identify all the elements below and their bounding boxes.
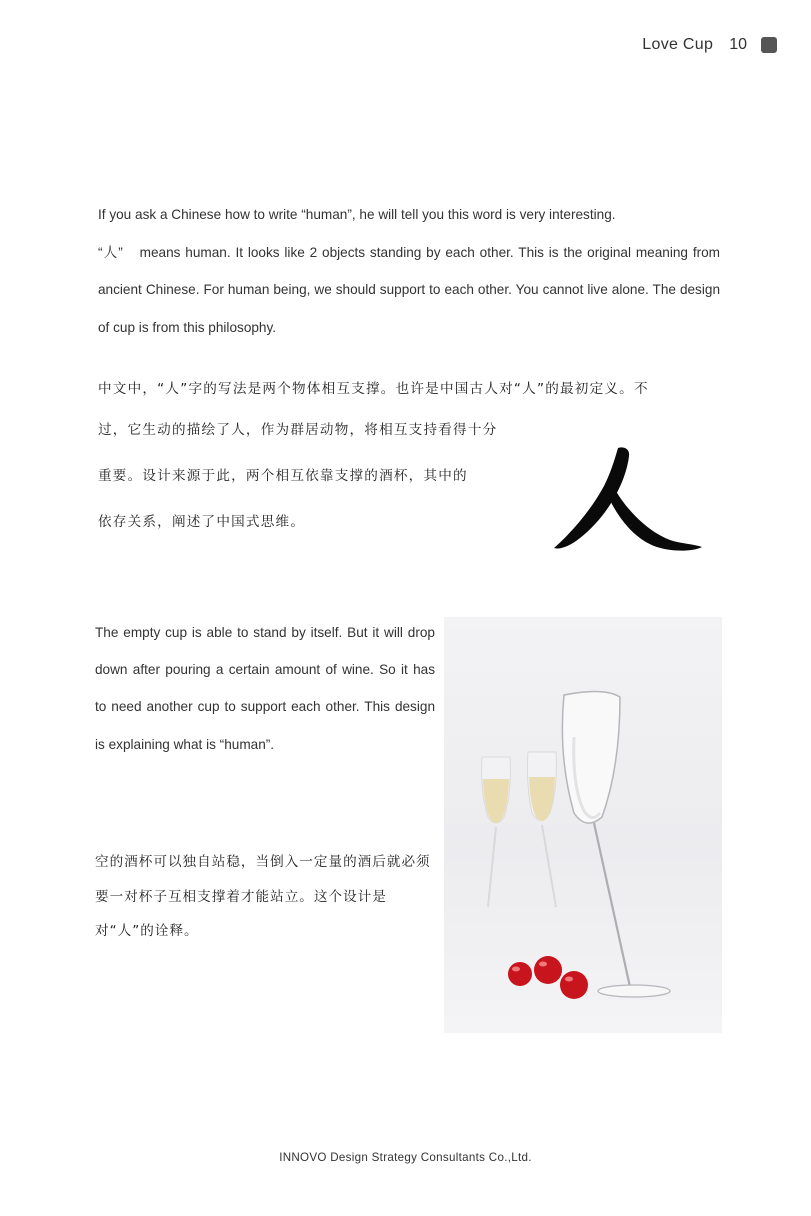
page-footer: INNOVO Design Strategy Consultants Co.,Ltd. (279, 1151, 532, 1164)
intro-zh-line3: 重要。设计来源于此，两个相互依靠支撑的酒杯，其中的 (98, 468, 468, 484)
intro-en-text: means human. It looks like 2 objects standing by each other. This is the original meaning from ancient Chinese. For human being, we should support to each other. You cannot live alone. The design of cup is from this philosophy. (98, 244, 721, 335)
intro-english (98, 196, 720, 346)
doc-title: Love Cup (642, 36, 714, 53)
wine-glasses-image (444, 617, 722, 1033)
char-quote: “人” (98, 244, 123, 260)
body-english: The empty cup is able to stand by itself. But it will drop down after pouring a certain amount of wine. So it has to need another cup to support each other. This design is explaining what is “human”. (95, 625, 435, 752)
body-chinese: 空的酒杯可以独自站稳，当倒入一定量的酒后就必须要一对杯子互相支撑着才能站立。这个设计是对“人”的诠释。 (95, 854, 431, 939)
intro-zh-line1: 中文中，“人”字的写法是两个物体相互支撑。也许是中国古人对“人”的最初定义。不 (98, 381, 649, 397)
intro-zh-line2: 过，它生动的描绘了人，作为群居动物，将相互支持看得十分 (98, 422, 498, 438)
intro-en-line1: If you ask a Chinese how to write “human”, he will tell you this word is very interesting. (98, 207, 616, 222)
intro-en-body (98, 234, 720, 347)
page-number: 10 (729, 36, 747, 53)
ren-character-glyph (552, 444, 704, 554)
page-header (642, 36, 777, 54)
product-photo (444, 617, 722, 1033)
intro-zh-line4: 依存关系，阐述了中国式思维。 (98, 514, 306, 530)
page-marker-icon (761, 37, 777, 53)
